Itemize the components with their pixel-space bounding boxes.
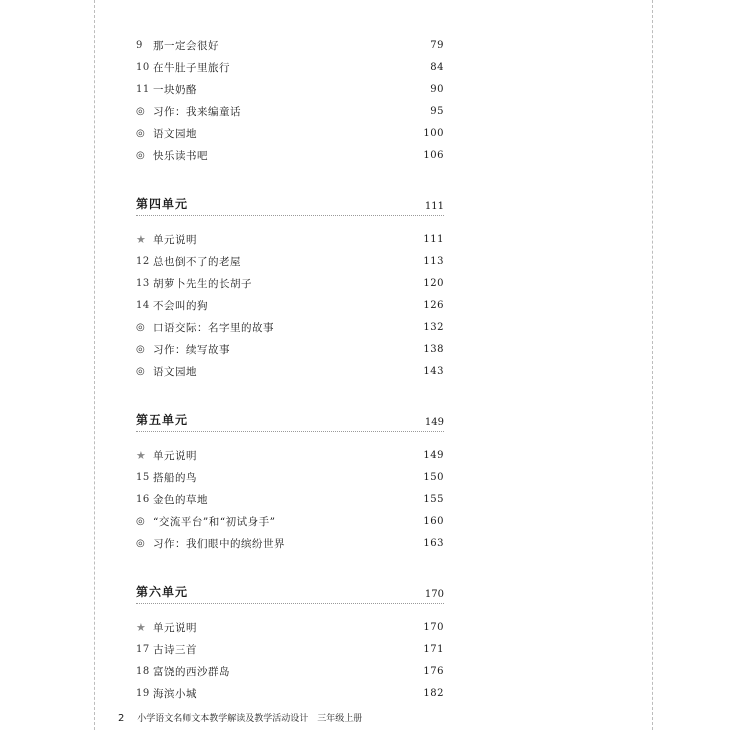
toc-entry-title: 总也倒不了的老屋 [153, 255, 241, 268]
toc-entry[interactable] [136, 122, 444, 144]
toc-entry[interactable] [136, 316, 444, 338]
toc-entry-page: 155 [423, 493, 444, 505]
toc-entry[interactable] [136, 532, 444, 554]
toc-entry[interactable] [136, 228, 444, 250]
toc-entry-page: 150 [423, 471, 444, 483]
toc-entry-page: 143 [423, 365, 444, 377]
unit-heading[interactable] [136, 186, 444, 216]
star-icon: ★ [136, 448, 147, 462]
toc-entry-page: 163 [423, 537, 444, 549]
unit-heading-page: 111 [424, 201, 444, 212]
double-circle-icon: ◎ [136, 149, 146, 161]
unit-heading-title: 第四单元 [136, 197, 189, 211]
toc-entry[interactable] [136, 272, 444, 294]
lesson-number: 12 [136, 255, 150, 267]
toc-entry[interactable] [136, 466, 444, 488]
toc-entry-page: 90 [430, 83, 444, 95]
toc-entry-title: 习作：我们眼中的缤纷世界 [153, 537, 285, 550]
toc-entry[interactable] [136, 34, 444, 56]
toc-entry-page: 95 [430, 105, 444, 117]
unit-heading-page: 170 [424, 589, 444, 600]
footer-page-number: 2 [118, 713, 125, 724]
unit-heading-page: 149 [424, 417, 444, 428]
toc-entry-page: 132 [423, 321, 444, 333]
toc-entry[interactable] [136, 56, 444, 78]
unit-heading-title: 第六单元 [136, 585, 189, 599]
double-circle-icon: ◎ [136, 365, 146, 377]
toc-entry-page: 113 [423, 255, 444, 267]
toc-entry-title: 习作：续写故事 [153, 343, 230, 356]
toc-entry-page: 149 [423, 449, 444, 461]
page-footer [118, 711, 362, 724]
double-circle-icon: ◎ [136, 343, 146, 355]
toc-entry-page: 170 [423, 621, 444, 633]
double-circle-icon: ◎ [136, 127, 146, 139]
lesson-number: 11 [136, 83, 150, 95]
toc-entry[interactable] [136, 488, 444, 510]
toc-entry-title: “交流平台”和“初试身手” [153, 515, 276, 528]
toc-entry-page: 171 [423, 643, 444, 655]
page-left-dashed-border [94, 0, 95, 730]
toc-entry-title: 习作：我来编童话 [153, 105, 241, 118]
toc-entry-title: 一块奶酪 [153, 83, 197, 96]
toc-entry[interactable] [136, 360, 444, 382]
double-circle-icon: ◎ [136, 105, 146, 117]
toc-entry-title: 金色的草地 [153, 493, 208, 506]
star-icon: ★ [136, 232, 147, 246]
toc-entry-page: 100 [423, 127, 444, 139]
toc-entry-page: 176 [423, 665, 444, 677]
toc-entry-page: 79 [430, 39, 444, 51]
lesson-number: 9 [136, 39, 143, 51]
lesson-number: 19 [136, 687, 150, 699]
lesson-number: 14 [136, 299, 150, 311]
unit-heading-title: 第五单元 [136, 413, 189, 427]
lesson-number: 10 [136, 61, 150, 73]
toc-entry-page: 111 [423, 233, 444, 245]
toc-entry-title: 胡萝卜先生的长胡子 [153, 277, 252, 290]
toc-entry-title: 富饶的西沙群岛 [153, 665, 230, 678]
toc-entry-title: 语文园地 [153, 365, 197, 378]
page-right-dashed-border [652, 0, 653, 730]
toc-entry[interactable] [136, 444, 444, 466]
toc-entry-title: 单元说明 [153, 449, 197, 462]
lesson-number: 18 [136, 665, 150, 677]
toc-entry[interactable] [136, 682, 444, 704]
unit-heading[interactable] [136, 402, 444, 432]
lesson-number: 15 [136, 471, 150, 483]
star-icon: ★ [136, 620, 147, 634]
toc-entry-title: 搭船的鸟 [153, 471, 197, 484]
toc-entry-title: 海滨小城 [153, 687, 197, 700]
lesson-number: 16 [136, 493, 150, 505]
toc-entry-title: 单元说明 [153, 621, 197, 634]
lesson-number: 17 [136, 643, 150, 655]
toc-entry-title: 口语交际：名字里的故事 [153, 321, 274, 334]
toc-entry-page: 138 [423, 343, 444, 355]
toc-entry[interactable] [136, 638, 444, 660]
toc-entry-page: 126 [423, 299, 444, 311]
toc-entry[interactable] [136, 294, 444, 316]
toc-entry[interactable] [136, 510, 444, 532]
toc-entry[interactable] [136, 144, 444, 166]
toc-entry-page: 160 [423, 515, 444, 527]
toc-entry[interactable] [136, 660, 444, 682]
toc-entry-title: 不会叫的狗 [153, 299, 208, 312]
double-circle-icon: ◎ [136, 321, 146, 333]
toc-entry-title: 古诗三首 [153, 643, 197, 656]
toc-entry-page: 182 [423, 687, 444, 699]
toc-entry-title: 在牛肚子里旅行 [153, 61, 230, 74]
footer-book-title: 小学语文名师文本教学解读及教学活动设计 三年级上册 [137, 714, 363, 724]
double-circle-icon: ◎ [136, 537, 146, 549]
toc-entry-title: 快乐读书吧 [153, 149, 208, 162]
toc-entry-title: 语文园地 [153, 127, 197, 140]
toc-entry-page: 84 [430, 61, 444, 73]
unit-heading[interactable] [136, 574, 444, 604]
double-circle-icon: ◎ [136, 515, 146, 527]
toc-entry-page: 106 [423, 149, 444, 161]
toc-entry[interactable] [136, 78, 444, 100]
toc-entry[interactable] [136, 100, 444, 122]
toc-entry-title: 那一定会很好 [153, 39, 219, 52]
toc-entry[interactable] [136, 338, 444, 360]
lesson-number: 13 [136, 277, 150, 289]
toc-entry-title: 单元说明 [153, 233, 197, 246]
toc-entry[interactable] [136, 250, 444, 272]
table-of-contents [136, 34, 444, 704]
toc-entry[interactable] [136, 616, 444, 638]
toc-entry-page: 120 [423, 277, 444, 289]
